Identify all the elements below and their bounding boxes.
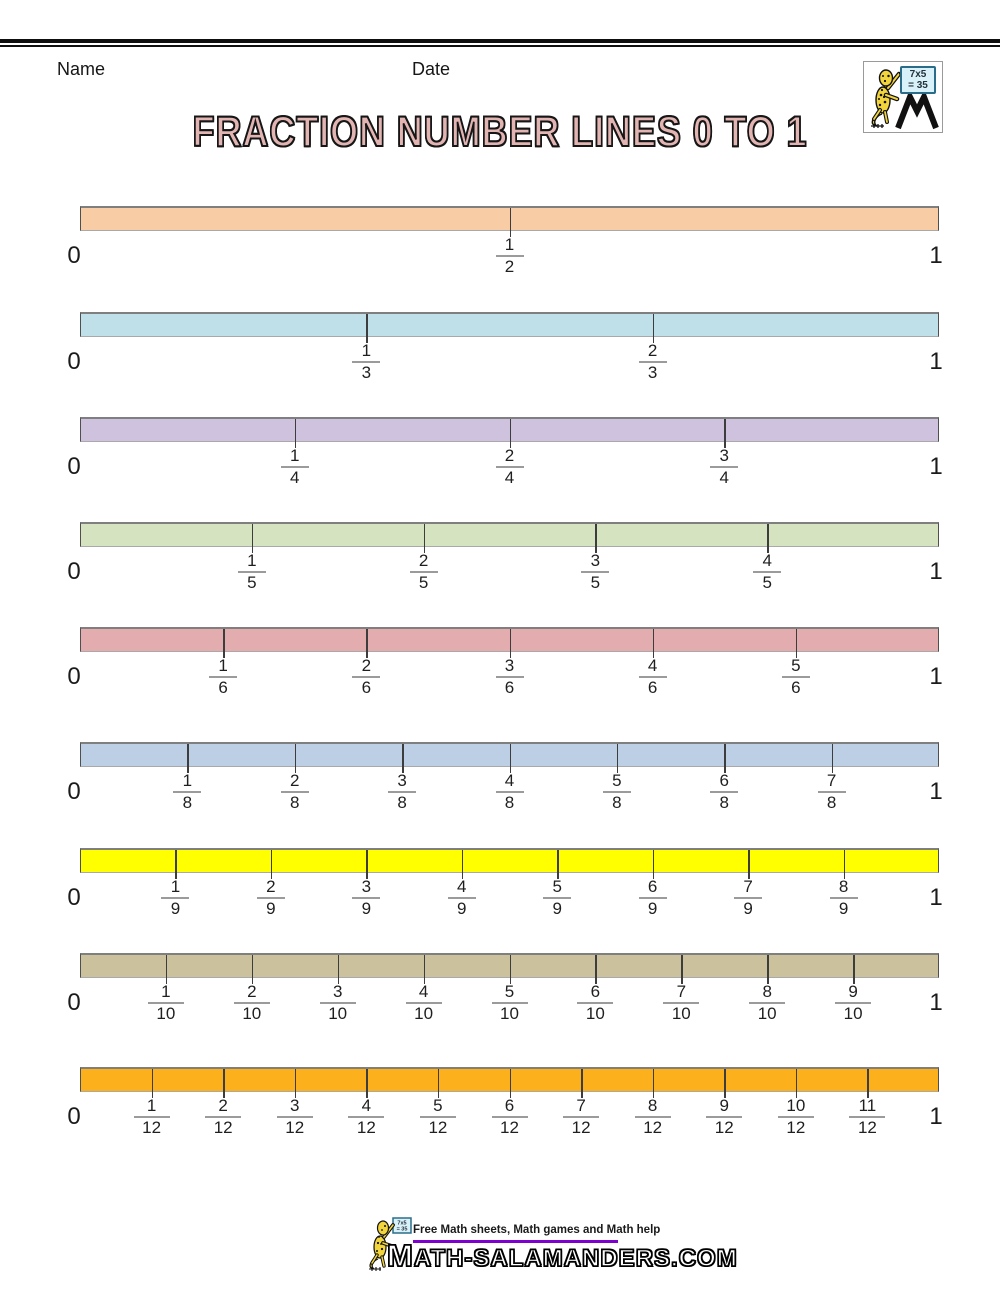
fraction-denominator: 10 <box>242 1004 262 1023</box>
number-line-row-6ths <box>0 627 1000 727</box>
fraction-numerator: 3 <box>590 551 601 570</box>
zero-label: 0 <box>67 242 81 269</box>
number-line-row-5ths <box>0 522 1000 622</box>
fraction-numerator: 1 <box>247 551 257 570</box>
tick-mark <box>510 1069 512 1098</box>
fraction-denominator: 4 <box>290 468 300 487</box>
fraction-label <box>749 983 785 1023</box>
footer-board-line2: = 35 <box>396 1226 408 1233</box>
tick-mark <box>166 955 168 984</box>
tick-mark <box>175 850 177 879</box>
fraction-numerator: 6 <box>504 1096 515 1115</box>
one-label: 1 <box>929 884 943 911</box>
tick-mark <box>187 744 189 773</box>
zero-label: 0 <box>67 348 81 375</box>
logo-equation-board <box>900 66 936 94</box>
fraction-label <box>835 983 871 1023</box>
fraction-label <box>577 983 613 1023</box>
fraction-label <box>205 1097 241 1137</box>
fraction-label <box>352 878 380 918</box>
fraction-denominator: 9 <box>361 899 372 918</box>
fraction-numerator: 3 <box>332 982 343 1001</box>
one-label: 1 <box>929 778 943 805</box>
fraction-denominator: 5 <box>418 573 429 592</box>
fraction-denominator: 8 <box>504 793 515 812</box>
fraction-numerator: 2 <box>290 771 300 790</box>
date-label: Date <box>412 59 451 79</box>
fraction-numerator: 1 <box>504 235 515 254</box>
fraction-numerator: 3 <box>504 656 515 675</box>
fraction-numerator: 5 <box>504 982 515 1001</box>
fraction-label <box>603 772 631 812</box>
tick-mark <box>402 744 404 773</box>
tick-mark <box>796 629 798 658</box>
tick-mark <box>152 1069 154 1098</box>
fraction-label <box>635 1097 671 1137</box>
fraction-numerator: 5 <box>612 771 622 790</box>
fraction-bar <box>80 312 939 337</box>
footer-board-line1: 7x5 <box>397 1220 407 1227</box>
fraction-label <box>581 552 609 592</box>
fraction-numerator: 7 <box>676 982 687 1001</box>
number-line-row-3ths <box>0 312 1000 412</box>
footer <box>365 1215 738 1275</box>
fraction-denominator: 12 <box>643 1118 663 1137</box>
fraction-denominator: 6 <box>361 678 372 697</box>
tick-mark <box>295 419 297 448</box>
fraction-denominator: 10 <box>843 1004 863 1023</box>
fraction-numerator: 2 <box>504 446 515 465</box>
fraction-denominator: 12 <box>285 1118 305 1137</box>
fraction-numerator: 6 <box>719 771 729 790</box>
fraction-denominator: 9 <box>838 899 849 918</box>
fraction-numerator: 3 <box>361 877 372 896</box>
fraction-denominator: 9 <box>743 899 753 918</box>
tick-mark <box>595 524 597 553</box>
tick-mark <box>271 850 273 879</box>
number-line-row-8ths <box>0 742 1000 842</box>
fraction-numerator: 3 <box>397 771 407 790</box>
zero-label: 0 <box>67 1103 81 1130</box>
fraction-numerator: 9 <box>719 1096 729 1115</box>
tick-mark <box>510 955 512 984</box>
fraction-denominator: 12 <box>857 1118 877 1137</box>
fraction-numerator: 1 <box>170 877 181 896</box>
tick-mark <box>462 850 464 879</box>
fraction-label <box>257 878 285 918</box>
tick-mark <box>681 955 683 984</box>
fraction-denominator: 8 <box>719 793 729 812</box>
fraction-denominator: 12 <box>714 1118 734 1137</box>
fraction-bar <box>80 522 939 547</box>
number-line-row-9ths <box>0 848 1000 948</box>
fraction-bar <box>80 848 939 873</box>
fraction-numerator: 4 <box>647 656 658 675</box>
fraction-numerator: 2 <box>361 656 372 675</box>
tick-mark <box>510 744 512 773</box>
tick-mark <box>724 744 726 773</box>
fraction-numerator: 2 <box>418 551 429 570</box>
fraction-denominator: 6 <box>504 678 515 697</box>
fraction-label <box>320 983 356 1023</box>
fraction-numerator: 4 <box>457 877 467 896</box>
fraction-denominator: 3 <box>647 363 658 382</box>
fraction-denominator: 12 <box>571 1118 591 1137</box>
tick-mark <box>366 850 368 879</box>
tick-mark <box>853 955 855 984</box>
fraction-numerator: 1 <box>361 341 372 360</box>
tick-mark <box>338 955 340 984</box>
fraction-numerator: 3 <box>290 1096 300 1115</box>
tick-mark <box>653 629 655 658</box>
one-label: 1 <box>929 989 943 1016</box>
logo-equation-line1: 7x5 <box>909 69 927 80</box>
tick-mark <box>595 955 597 984</box>
tick-mark <box>653 850 655 879</box>
fraction-label <box>134 1097 170 1137</box>
fraction-label <box>663 983 699 1023</box>
tick-mark <box>366 1069 368 1098</box>
fraction-denominator: 10 <box>585 1004 605 1023</box>
fraction-numerator: 9 <box>848 982 858 1001</box>
fraction-denominator: 6 <box>218 678 228 697</box>
fraction-denominator: 10 <box>328 1004 348 1023</box>
tick-mark <box>867 1069 869 1098</box>
fraction-numerator: 8 <box>762 982 772 1001</box>
tick-mark <box>653 314 655 343</box>
fraction-numerator: 4 <box>504 771 515 790</box>
tick-mark <box>767 955 769 984</box>
site-wordmark-rest: ATH-SALAMANDERS.COM <box>413 1245 738 1272</box>
tick-mark <box>653 1069 655 1098</box>
fraction-numerator: 1 <box>290 446 300 465</box>
fraction-denominator: 10 <box>414 1004 434 1023</box>
one-label: 1 <box>929 242 943 269</box>
fraction-label <box>388 772 416 812</box>
fraction-denominator: 12 <box>356 1118 376 1137</box>
tick-mark <box>724 419 726 448</box>
fraction-label <box>209 657 237 697</box>
tick-mark <box>295 744 297 773</box>
one-label: 1 <box>929 1103 943 1130</box>
fraction-label <box>830 878 858 918</box>
fraction-numerator: 6 <box>590 982 601 1001</box>
tick-mark <box>223 1069 225 1098</box>
logo-equation-line2: = 35 <box>908 80 928 91</box>
fraction-numerator: 2 <box>266 877 276 896</box>
zero-label: 0 <box>67 884 81 911</box>
fraction-label <box>420 1097 456 1137</box>
fraction-label <box>277 1097 313 1137</box>
fraction-label <box>448 878 476 918</box>
fraction-denominator: 10 <box>671 1004 691 1023</box>
fraction-numerator: 8 <box>647 1096 658 1115</box>
number-line-row-2ths <box>0 206 1000 306</box>
page-title-text: FRACTION NUMBER LINES 0 TO 1 <box>192 108 808 156</box>
zero-label: 0 <box>67 778 81 805</box>
zero-label: 0 <box>67 558 81 585</box>
fraction-label <box>496 772 524 812</box>
fraction-numerator: 4 <box>361 1096 372 1115</box>
tick-mark <box>617 744 619 773</box>
fraction-numerator: 5 <box>552 877 562 896</box>
fraction-label <box>352 342 380 382</box>
fraction-denominator: 5 <box>590 573 601 592</box>
fraction-label <box>734 878 762 918</box>
fraction-label <box>710 447 738 487</box>
fraction-denominator: 9 <box>552 899 562 918</box>
fraction-numerator: 7 <box>743 877 753 896</box>
fraction-label <box>496 447 524 487</box>
fraction-numerator: 8 <box>838 877 849 896</box>
fraction-numerator: 1 <box>218 656 228 675</box>
fraction-denominator: 8 <box>826 793 837 812</box>
fraction-numerator: 1 <box>161 982 171 1001</box>
fraction-label <box>639 342 667 382</box>
fraction-numerator: 2 <box>647 341 658 360</box>
fraction-denominator: 12 <box>500 1118 519 1137</box>
fraction-denominator: 6 <box>791 678 801 697</box>
fraction-denominator: 4 <box>719 468 729 487</box>
fraction-numerator: 1 <box>182 771 193 790</box>
fraction-numerator: 5 <box>433 1096 443 1115</box>
site-wordmark <box>387 1238 738 1274</box>
fraction-numerator: 11 <box>858 1096 877 1115</box>
fraction-label <box>563 1097 599 1137</box>
fraction-label <box>148 983 184 1023</box>
top-rule-thick <box>0 39 1000 43</box>
tick-mark <box>252 955 254 984</box>
fraction-label <box>778 1097 814 1137</box>
number-line-row-10ths <box>0 953 1000 1053</box>
fraction-label <box>234 983 270 1023</box>
tick-mark <box>557 850 559 879</box>
fraction-denominator: 5 <box>247 573 257 592</box>
fraction-numerator: 5 <box>791 656 801 675</box>
tick-mark <box>796 1069 798 1098</box>
fraction-label <box>782 657 810 697</box>
tick-mark <box>832 744 834 773</box>
fraction-denominator: 9 <box>647 899 658 918</box>
tick-mark <box>424 524 426 553</box>
fraction-label <box>496 236 524 276</box>
fraction-label <box>496 657 524 697</box>
tick-mark <box>366 629 368 658</box>
fraction-denominator: 9 <box>457 899 467 918</box>
fraction-label <box>492 983 528 1023</box>
fraction-denominator: 8 <box>612 793 622 812</box>
number-line-row-12ths <box>0 1067 1000 1167</box>
name-label: Name <box>57 59 106 79</box>
footer-tagline: Free Math sheets, Math games and Math help <box>413 1224 661 1236</box>
tick-mark <box>510 419 512 448</box>
fraction-numerator: 3 <box>719 446 729 465</box>
fraction-numerator: 2 <box>247 982 257 1001</box>
fraction-label <box>161 878 189 918</box>
tick-mark <box>366 314 368 343</box>
fraction-numerator: 7 <box>576 1096 586 1115</box>
site-wordmark-initial: M <box>387 1238 414 1273</box>
fraction-denominator: 8 <box>397 793 407 812</box>
fraction-label <box>352 657 380 697</box>
fraction-denominator: 4 <box>504 468 515 487</box>
fraction-numerator: 2 <box>218 1096 228 1115</box>
fraction-numerator: 4 <box>418 982 429 1001</box>
fraction-numerator: 6 <box>647 877 658 896</box>
number-line-row-4ths <box>0 417 1000 517</box>
fraction-denominator: 9 <box>266 899 276 918</box>
fraction-label <box>639 878 667 918</box>
fraction-label <box>410 552 438 592</box>
fraction-label <box>492 1097 528 1137</box>
tick-mark <box>223 629 225 658</box>
fraction-numerator: 7 <box>826 771 837 790</box>
tick-mark <box>424 955 426 984</box>
fraction-label <box>706 1097 742 1137</box>
fraction-denominator: 6 <box>647 678 658 697</box>
fraction-denominator: 9 <box>170 899 181 918</box>
zero-label: 0 <box>67 989 81 1016</box>
tick-mark <box>252 524 254 553</box>
fraction-denominator: 2 <box>504 257 515 276</box>
top-rule-thin <box>0 45 1000 47</box>
tick-mark <box>295 1069 297 1098</box>
tick-mark <box>748 850 750 879</box>
fraction-label <box>818 772 846 812</box>
page-title <box>0 108 1000 157</box>
fraction-label <box>281 772 309 812</box>
one-label: 1 <box>929 558 943 585</box>
one-label: 1 <box>929 663 943 690</box>
tick-mark <box>510 629 512 658</box>
tick-mark <box>767 524 769 553</box>
fraction-denominator: 12 <box>142 1118 162 1137</box>
fraction-denominator: 8 <box>290 793 300 812</box>
fraction-denominator: 12 <box>428 1118 448 1137</box>
fraction-denominator: 5 <box>762 573 772 592</box>
fraction-label <box>849 1097 885 1137</box>
fraction-numerator: 4 <box>762 551 772 570</box>
tick-mark <box>510 208 512 237</box>
fraction-denominator: 12 <box>786 1118 806 1137</box>
fraction-denominator: 10 <box>757 1004 777 1023</box>
fraction-numerator: 10 <box>786 1096 806 1115</box>
zero-label: 0 <box>67 453 81 480</box>
fraction-numerator: 1 <box>146 1096 157 1115</box>
fraction-denominator: 8 <box>182 793 193 812</box>
tick-mark <box>581 1069 583 1098</box>
fraction-label <box>281 447 309 487</box>
fraction-label <box>543 878 571 918</box>
zero-label: 0 <box>67 663 81 690</box>
one-label: 1 <box>929 348 943 375</box>
fraction-label <box>173 772 201 812</box>
fraction-label <box>753 552 781 592</box>
one-label: 1 <box>929 453 943 480</box>
fraction-label <box>406 983 442 1023</box>
tick-mark <box>844 850 846 879</box>
fraction-label <box>639 657 667 697</box>
fraction-denominator: 10 <box>500 1004 519 1023</box>
tick-mark <box>438 1069 440 1098</box>
fraction-denominator: 10 <box>156 1004 176 1023</box>
tick-mark <box>724 1069 726 1098</box>
fraction-label <box>238 552 266 592</box>
fraction-label <box>348 1097 384 1137</box>
fraction-label <box>710 772 738 812</box>
fraction-denominator: 12 <box>213 1118 233 1137</box>
fraction-denominator: 3 <box>361 363 372 382</box>
